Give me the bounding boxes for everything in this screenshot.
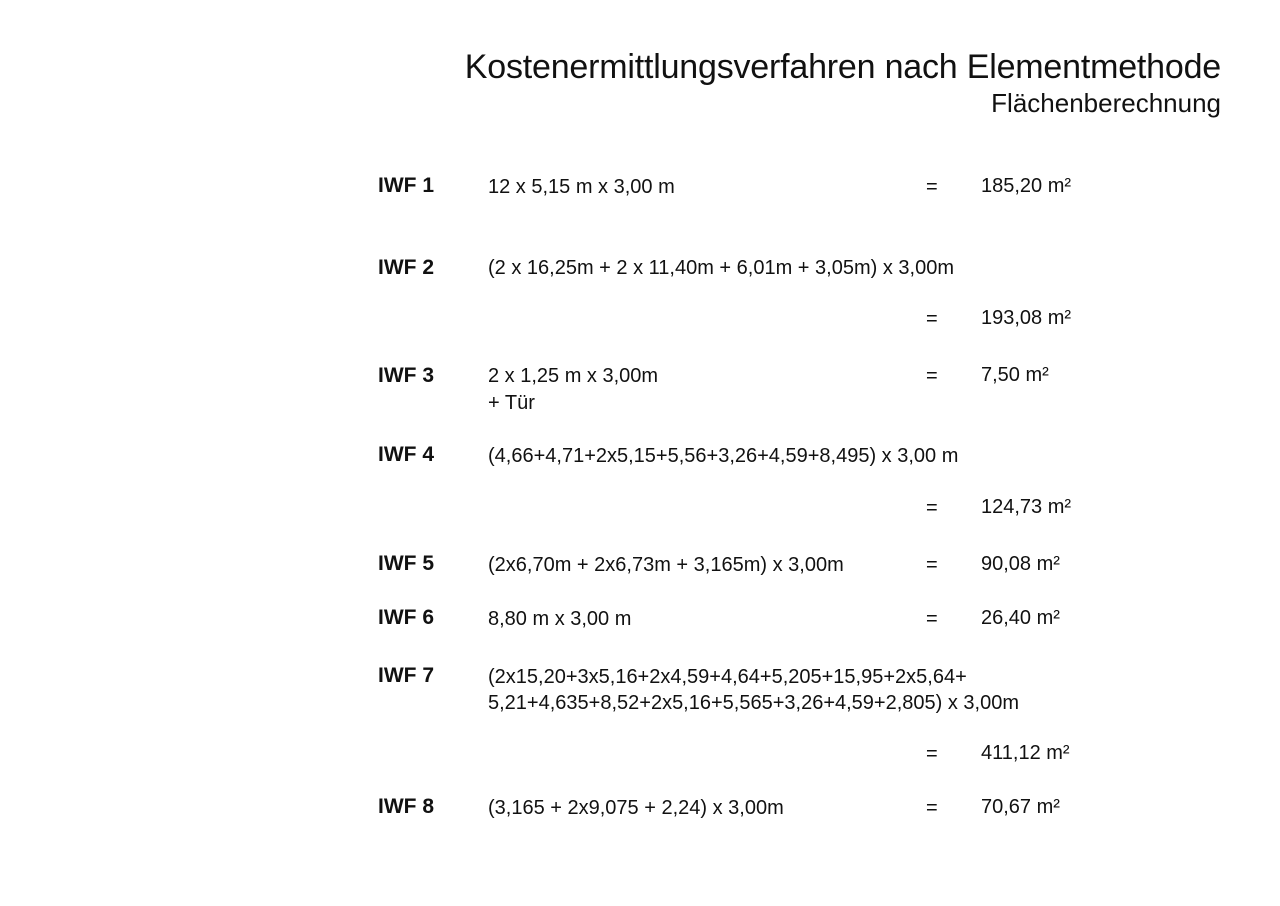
row-expression-iwf-7: (2x15,20+3x5,16+2x4,59+4,64+5,205+15,95+2x5,64+ xyxy=(488,666,967,688)
row-result-iwf-6: 26,40 m² xyxy=(981,607,1060,629)
row-result-iwf-3: 7,50 m² xyxy=(981,364,1049,386)
row-expression-iwf-4: (4,66+4,71+2x5,15+5,56+3,26+4,59+8,495) x 3,00 m xyxy=(488,445,959,467)
row-expression-iwf-3: 2 x 1,25 m x 3,00m xyxy=(488,365,659,387)
row-result-iwf-4: 124,73 m² xyxy=(981,496,1072,518)
row-equals-iwf-3: = xyxy=(926,365,938,387)
row-label-iwf-8: IWF 8 xyxy=(378,795,434,818)
row-equals-iwf-1: = xyxy=(926,176,938,198)
row-expression-iwf-1: 12 x 5,15 m x 3,00 m xyxy=(488,176,675,198)
row-equals-iwf-4: = xyxy=(926,497,938,519)
row-equals-iwf-8: = xyxy=(926,797,938,819)
row-label-iwf-1: IWF 1 xyxy=(378,174,434,197)
row-equals-iwf-5: = xyxy=(926,554,938,576)
row-label-iwf-5: IWF 5 xyxy=(378,552,434,575)
row-expression-iwf-3-continued: + Tür xyxy=(488,392,535,414)
row-equals-iwf-6: = xyxy=(926,608,938,630)
row-expression-iwf-2: (2 x 16,25m + 2 x 11,40m + 6,01m + 3,05m) x 3,00m xyxy=(488,257,954,279)
page-subtitle: Flächenberechnung xyxy=(991,88,1221,118)
row-result-iwf-8: 70,67 m² xyxy=(981,796,1060,818)
row-label-iwf-2: IWF 2 xyxy=(378,256,434,279)
row-label-iwf-4: IWF 4 xyxy=(378,443,434,466)
row-equals-iwf-2: = xyxy=(926,308,938,330)
row-label-iwf-7: IWF 7 xyxy=(378,664,434,687)
row-equals-iwf-7: = xyxy=(926,743,938,765)
row-expression-iwf-6: 8,80 m x 3,00 m xyxy=(488,608,632,630)
row-expression-iwf-7-continued: 5,21+4,635+8,52+2x5,16+5,565+3,26+4,59+2,805) x 3,00m xyxy=(488,692,1020,714)
page-title: Kostenermittlungsverfahren nach Elementmethode xyxy=(464,48,1221,86)
row-expression-iwf-8: (3,165 + 2x9,075 + 2,24) x 3,00m xyxy=(488,797,784,819)
row-result-iwf-2: 193,08 m² xyxy=(981,307,1072,329)
row-label-iwf-6: IWF 6 xyxy=(378,606,434,629)
row-result-iwf-1: 185,20 m² xyxy=(981,175,1072,197)
row-result-iwf-7: 411,12 m² xyxy=(981,742,1070,764)
row-expression-iwf-5: (2x6,70m + 2x6,73m + 3,165m) x 3,00m xyxy=(488,554,844,576)
row-label-iwf-3: IWF 3 xyxy=(378,364,434,387)
row-result-iwf-5: 90,08 m² xyxy=(981,553,1060,575)
